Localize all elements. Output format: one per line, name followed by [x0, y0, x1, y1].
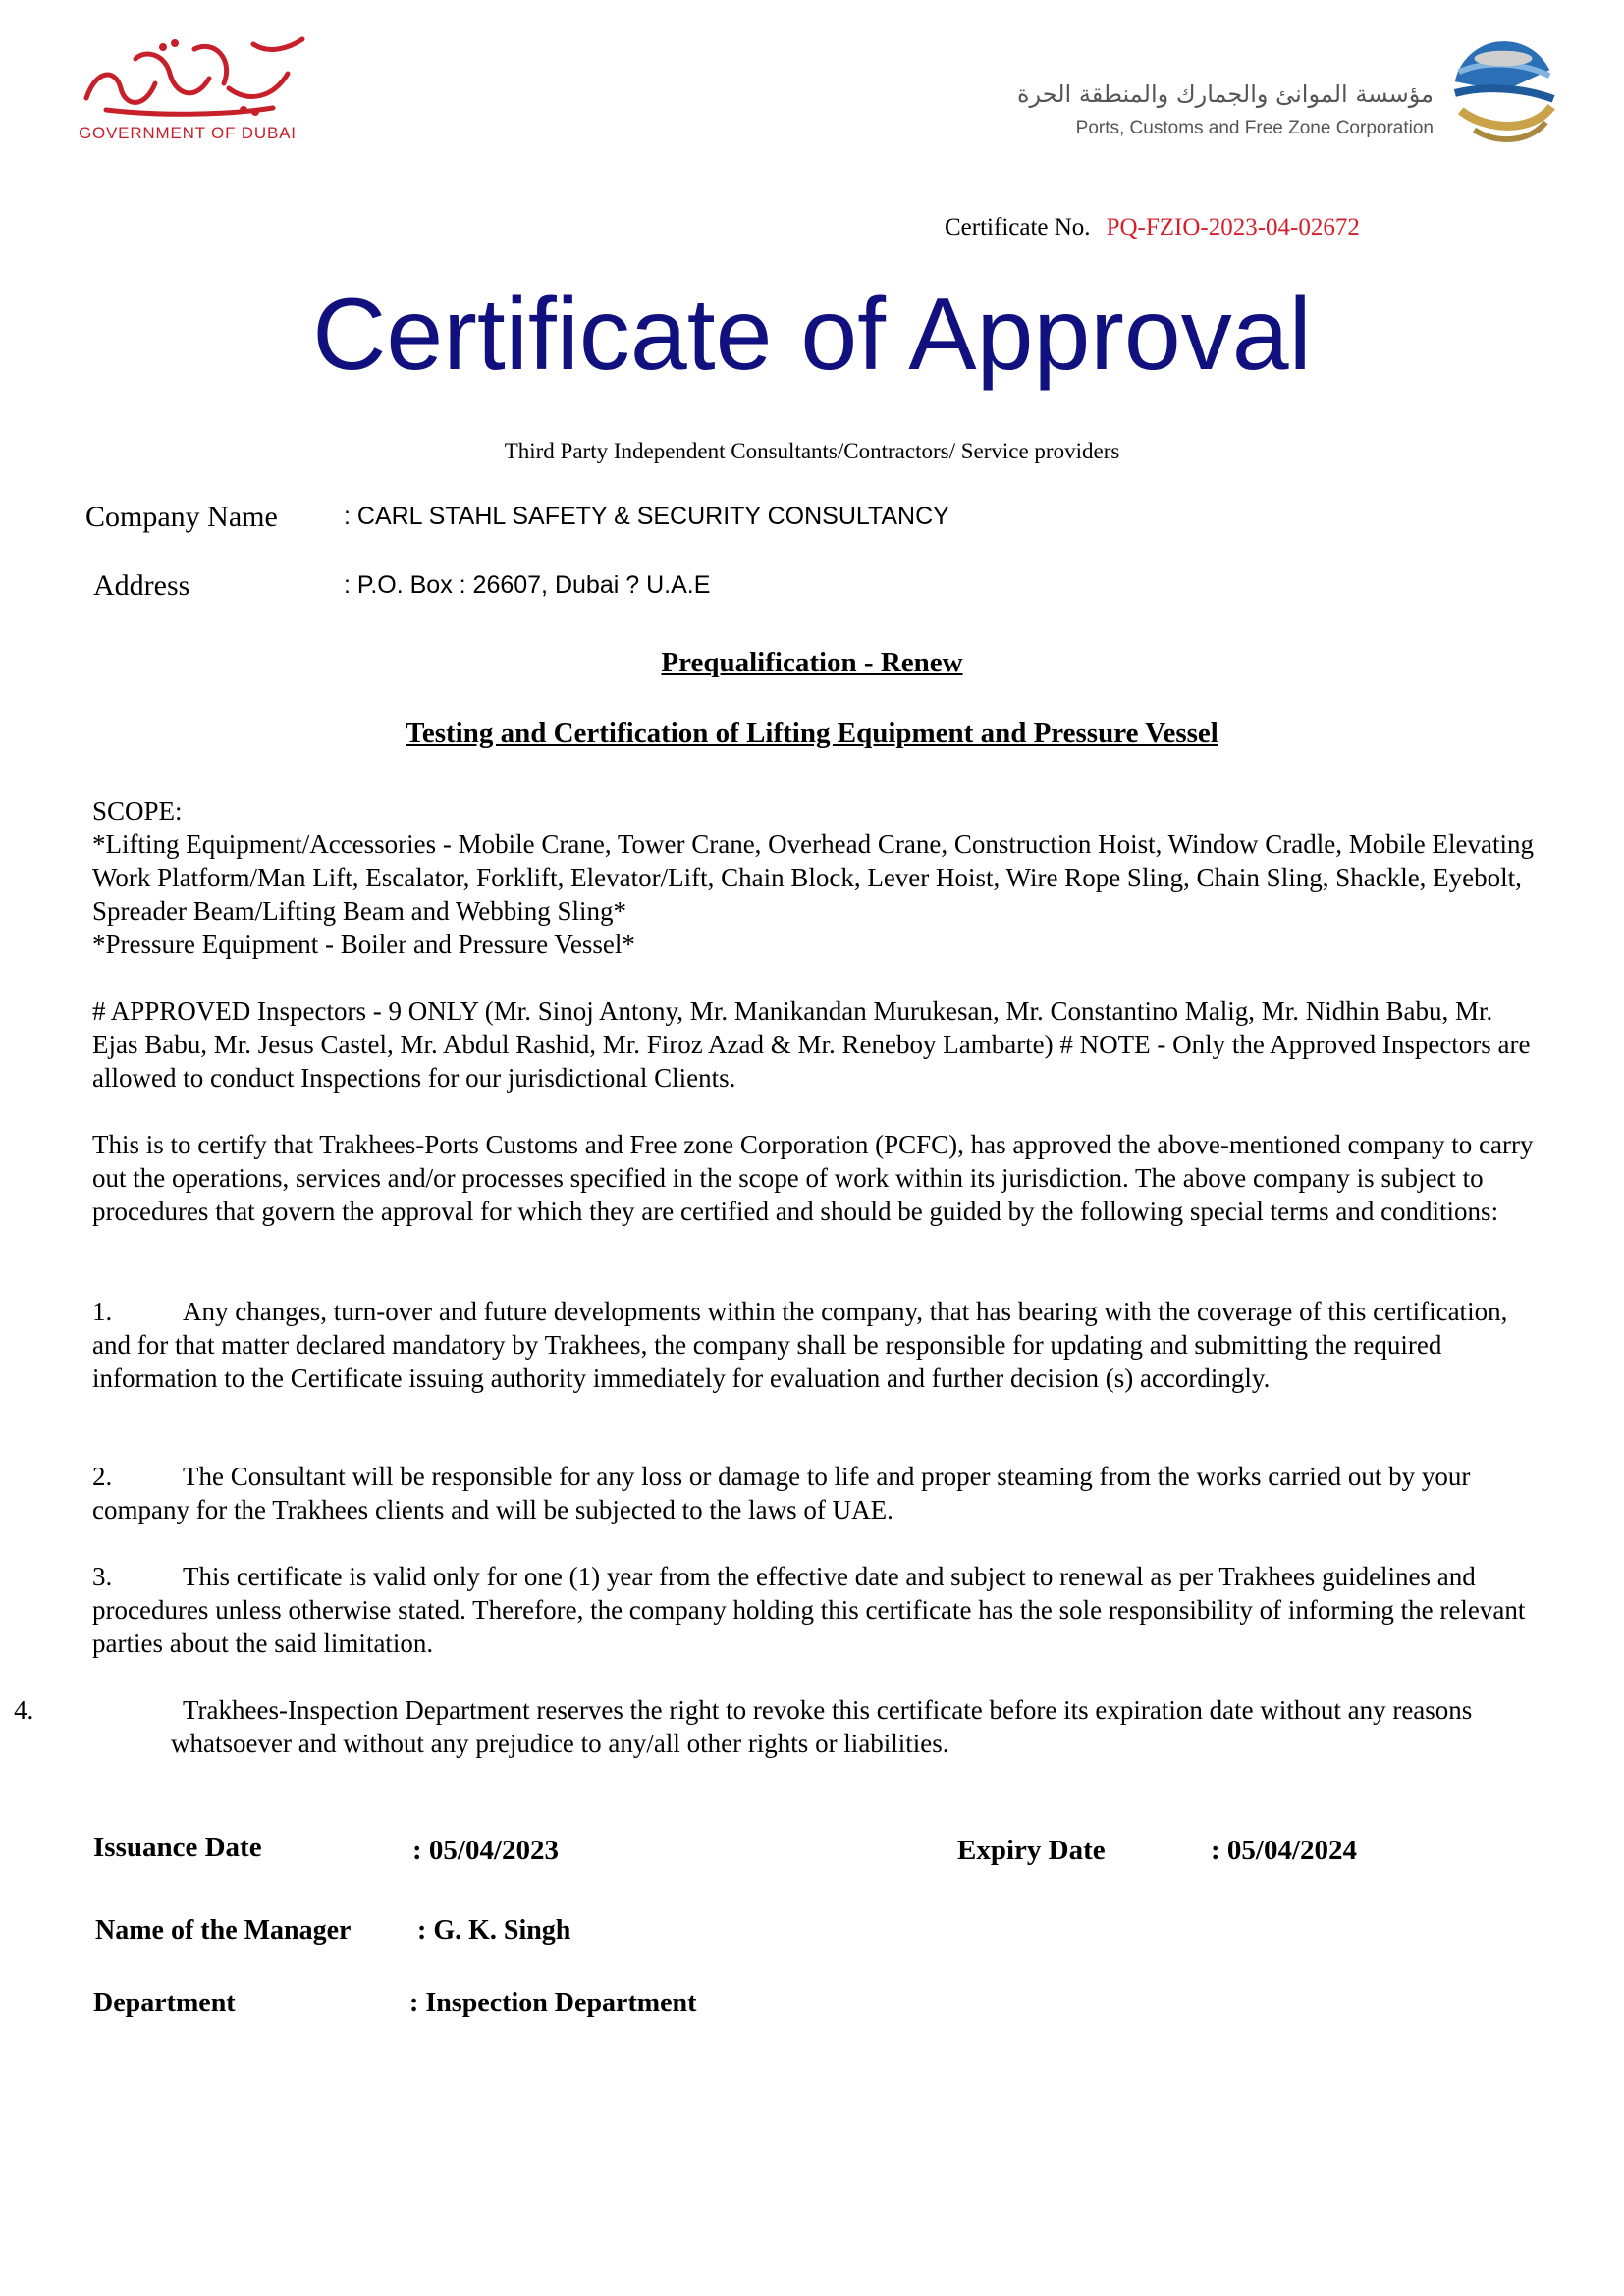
page-subtitle: Third Party Independent Consultants/Contractors/ Service providers	[504, 439, 1120, 463]
pcfc-globe-icon	[1445, 33, 1561, 149]
term-text: This certificate is valid only for one (1) year from the effective date and subject to renewal as per Trakhees guidelines and procedures unless otherwise stated. Therefore, the company holding this certificate has the sole responsibility of informing the relevant parties about the said limitation.	[92, 1562, 1526, 1658]
address-label: Address	[93, 569, 190, 602]
manager-name-value: : G. K. Singh	[417, 1915, 571, 1946]
company-name-value: : CARL STAHL SAFETY & SECURITY CONSULTANCY	[344, 503, 949, 530]
government-of-dubai-logo	[77, 29, 312, 147]
scope-heading: SCOPE:	[92, 796, 183, 826]
scope-lifting-equipment: *Lifting Equipment/Accessories - Mobile Crane, Tower Crane, Overhead Crane, Construction Hoist, Window Cradle, Mobile Elevating Work Platform/Man Lift, Escalator, Forklift, Elevator/Lift, Chain Block, Lever Hoist, Wire Rope Sling, Chain Sling, Shackle, Eyebolt, Spreader Beam/Lifting Beam and Webbing Sling*	[92, 829, 1534, 926]
scope-pressure-equipment: *Pressure Equipment - Boiler and Pressure Vessel*	[92, 930, 635, 959]
government-of-dubai-arabic-calligraphy	[77, 29, 312, 118]
pcfc-logo	[1016, 29, 1561, 157]
issuance-date-value: : 05/04/2023	[412, 1835, 560, 1866]
term-number: 3.	[92, 1562, 113, 1591]
term-text: Any changes, turn-over and future developments within the company, that has bearing with the coverage of this certification, and for that matter declared mandatory by Trakhees, the company shall be responsible for updating and submitting the required information to the Certificate issuing authority immediately for evaluation and further decision (s) accordingly.	[92, 1297, 1508, 1393]
term-2	[92, 1460, 1541, 1526]
term-text: Trakhees-Inspection Department reserves the right to revoke this certificate before its expiration date without any reasons whatsoever and without any prejudice to any/all other rights or liabilities.	[171, 1695, 1473, 1758]
approved-inspectors-note: # APPROVED Inspectors - 9 ONLY (Mr. Sinoj Antony, Mr. Manikandan Murukesan, Mr. Constantino Malig, Mr. Nidhin Babu, Mr. Ejas Babu, Mr. Jesus Castel, Mr. Abdul Rashid, Mr. Firoz Azad & Mr. Reneboy Lambarte) # NOTE - Only the Approved Inspectors are allowed to conduct Inspections for our jurisdictional Clients.	[92, 996, 1531, 1093]
certificate-number	[945, 214, 1360, 241]
term-1	[92, 1295, 1541, 1395]
page-title: Certificate of Approval	[312, 278, 1312, 392]
term-number: 4.	[14, 1695, 34, 1725]
address-value: : P.O. Box : 26607, Dubai ? U.A.E	[344, 571, 711, 599]
term-number: 2.	[92, 1462, 113, 1491]
term-3	[92, 1560, 1541, 1660]
prequalification-title: Prequalification - Renew	[661, 647, 963, 678]
scope-section	[92, 794, 1541, 961]
pcfc-arabic-name: مؤسسة الموانئ والجمارك والمنطقة الحرة	[1016, 80, 1434, 108]
certify-statement: This is to certify that Trakhees-Ports Customs and Free zone Corporation (PCFC), has approved the above-mentioned company to carry out the operations, services and/or processes specified in the scope of work within its jurisdiction. The above company is subject to procedures that govern the approval for which they are certified and should be guided by the following special terms and conditions:	[92, 1130, 1534, 1226]
expiry-date-value: : 05/04/2024	[1211, 1835, 1358, 1866]
certificate-number-value: PQ-FZIO-2023-04-02672	[1106, 214, 1360, 240]
term-number: 1.	[92, 1297, 113, 1326]
manager-name-label: Name of the Manager	[95, 1915, 352, 1946]
issuance-date-label: Issuance Date	[93, 1832, 262, 1863]
certificate-number-label: Certificate No.	[945, 214, 1091, 240]
expiry-date-label: Expiry Date	[957, 1835, 1106, 1866]
government-of-dubai-text: GOVERNMENT OF DUBAI	[79, 124, 297, 142]
pcfc-english-name: Ports, Customs and Free Zone Corporation	[1075, 118, 1434, 138]
term-text: The Consultant will be responsible for any loss or damage to life and proper steaming from the works carried out by your company for the Trakhees clients and will be subjected to the laws of UAE.	[92, 1462, 1471, 1524]
company-name-label: Company Name	[85, 501, 278, 533]
term-4	[14, 1693, 1541, 1760]
department-label: Department	[93, 1988, 236, 2018]
department-value: : Inspection Department	[409, 1988, 697, 2018]
service-title: Testing and Certification of Lifting Equipment and Pressure Vessel	[406, 718, 1218, 749]
